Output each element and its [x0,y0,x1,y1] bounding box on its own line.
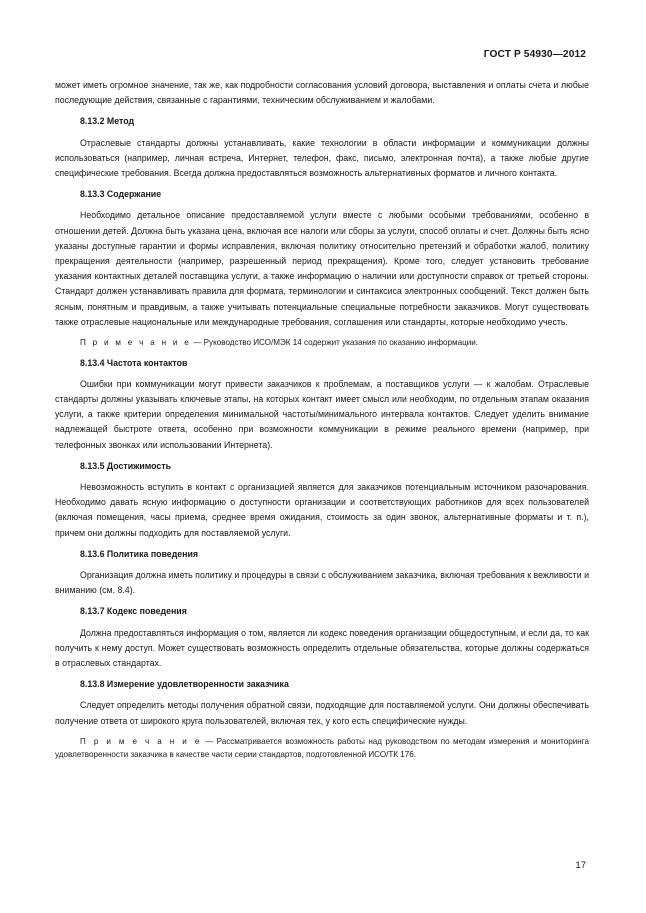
section-title-method: 8.13.2 Метод [80,116,135,127]
section-text-frequency: Ошибки при коммуникации могут привести заказчиков к проблемам, а поставщиков услуги — к жалобам. Отраслевые стандарты должны указывать ключевые этапы, на которых контакт имеет смысл или необходим, по отдельным этапам оказания услуги, а также критерии определения минимальной частоты/минимального интервала контактов. Следует уделить внимание надлежащей быстроте ответа, особенно при возможности коммуникации в режиме реального времени (например, при телефонных звонках или использовании Интернета). [55,378,589,450]
section-title-policy: 8.13.6 Политика поведения [80,548,199,559]
intro-paragraph: может иметь огромное значение, так же, как подробности согласования условий договора, выставления и оплаты счета и любые последующие действия, связанные с гарантиями, техническим обслуживанием и жалобами. [55,80,589,106]
note-content [55,336,589,350]
section-text-content: Необходимо детальное описание предоставляемой услуги вместе с любыми особыми требованиями, особенно в отношении детей. Должна быть указана цена, включая все налоги или сборы за услуги, способ оплаты и счет. Должны быть ясно указаны доступные гарантии и формы исправления, включая политику относительно претензий и обработки жалоб, политику прекращения деятельности (например, разрешенный период прекращения). Кроме того, следует установить требование указания контактных деталей поставщика услуги, а также информацию о наличии или доступности справок от третьей стороны. Стандарт должен устанавливать правила для формата, терминологии и синтаксиса электронных сообщений. Текст должен быть ясным, понятным и правдивым, а также учитывать потенциальные специальные потребности заказчиков. Могут существовать также отраслевые национальные или международные требования, соглашения или стандарты, которые необходимо учесть. [55,210,589,327]
section-text-code: Должна предоставляться информация о том, является ли кодекс поведения организации общедоступным, и если да, то как получить к нему доступ. Может существовать возможность определить отдельные обязательства, которые должны содержаться в отраслевых стандартах. [55,627,589,668]
note-text: — Руководство ИСО/МЭК 14 содержит указания по оказанию информации. [191,338,479,348]
section-title-content: 8.13.3 Содержание [80,189,162,200]
note-label: П р и м е ч а н и е [80,338,192,348]
document-header: ГОСТ Р 54930—2012 [483,49,586,60]
note-satisfaction [55,735,589,762]
page-number: 17 [575,860,586,871]
page-body [55,78,589,768]
note-label: П р и м е ч а н и е [80,736,202,746]
section-text-satisfaction: Следует определить методы получения обратной связи, подходящие для поставляемой услуги. Они должны обеспечивать получение ответа от широкого круга пользователей, включая тех, у кого есть специфические нужды. [55,700,589,726]
section-text-policy: Организация должна иметь политику и процедуры в связи с обслуживанием заказчика, включая требования к вежливости и вниманию (см. 8.4). [55,569,589,596]
section-title-satisfaction: 8.13.8 Измерение удовлетворенности заказчика [80,679,289,690]
section-text-accessibility: Невозможность вступить в контакт с организацией является для заказчиков потенциальным источником разочарования. Необходимо давать ясную информацию о доступности организации и соответствующих работников для всех пользователей (включая помещения, часы приема, среднее время ожидания, стоимость за один звонок, альтернативные форматы и т. п.), причем они должны подходить для поставляемой услуги. [55,481,589,538]
section-title-frequency: 8.13.4 Частота контактов [80,357,188,368]
section-text-method: Отраслевые стандарты должны устанавливать, какие технологии в области информации и коммуникации должны использоваться (например, личная встреча, Интернет, телефон, факс, письмо, электронная почта), а также любые другие специфические требования. Всегда должна предоставляться возможность альтернативных форматов и личного контакта. [55,137,589,179]
section-title-accessibility: 8.13.5 Достижимость [80,460,172,471]
section-title-code: 8.13.7 Кодекс поведения [80,606,187,617]
note-text: — Рассматривается возможность работы над руководством по методам измерения и мониторинга удовлетворенности заказчика в качестве части серии стандартов, подготовленной ИСО/ТК 176. [55,736,589,760]
